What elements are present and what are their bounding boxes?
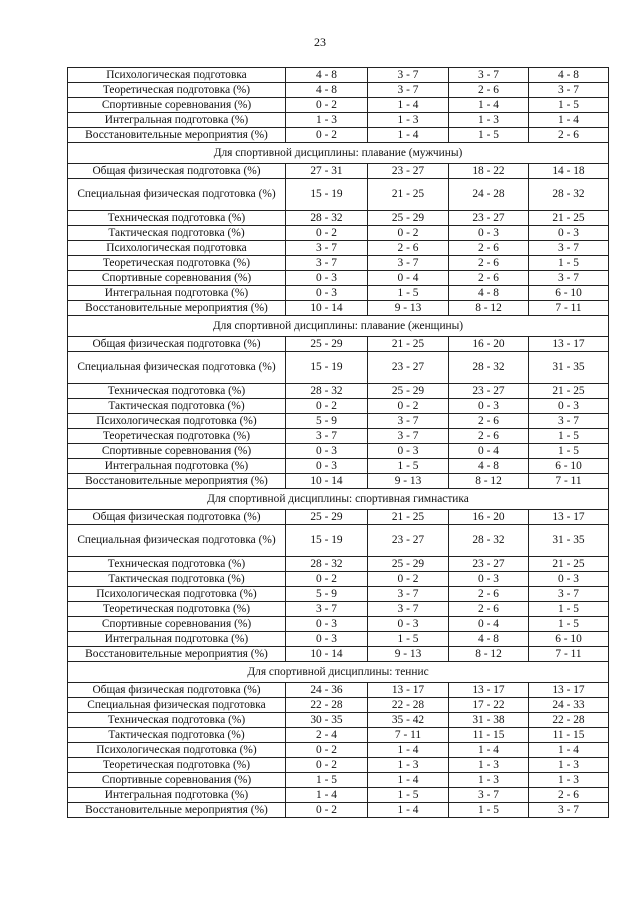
value-cell: 3 - 7 [286, 256, 368, 271]
value-cell: 0 - 3 [449, 572, 529, 587]
value-cell: 7 - 11 [529, 474, 609, 489]
row-label: Спортивные соревнования (%) [68, 98, 286, 113]
row-label: Тактическая подготовка (%) [68, 572, 286, 587]
value-cell: 2 - 6 [449, 256, 529, 271]
value-cell: 9 - 13 [368, 301, 449, 316]
value-cell: 0 - 3 [286, 286, 368, 301]
value-cell: 4 - 8 [449, 459, 529, 474]
value-cell: 17 - 22 [449, 698, 529, 713]
table-row [68, 164, 609, 179]
value-cell: 13 - 17 [529, 337, 609, 352]
row-label: Техническая подготовка (%) [68, 211, 286, 226]
value-cell: 0 - 3 [286, 617, 368, 632]
value-cell: 3 - 7 [368, 602, 449, 617]
value-cell: 5 - 9 [286, 587, 368, 602]
value-cell: 10 - 14 [286, 301, 368, 316]
table-row [68, 713, 609, 728]
value-cell: 1 - 5 [368, 459, 449, 474]
value-cell: 14 - 18 [529, 164, 609, 179]
table-row [68, 728, 609, 743]
row-label: Интегральная подготовка (%) [68, 632, 286, 647]
value-cell: 1 - 4 [529, 743, 609, 758]
value-cell: 2 - 6 [449, 241, 529, 256]
value-cell: 0 - 3 [286, 632, 368, 647]
table-row [68, 587, 609, 602]
section-title: Для спортивной дисциплины: спортивная гимнастика [68, 489, 609, 510]
value-cell: 3 - 7 [286, 429, 368, 444]
value-cell: 1 - 5 [529, 256, 609, 271]
value-cell: 23 - 27 [449, 211, 529, 226]
value-cell: 0 - 3 [449, 226, 529, 241]
row-label: Специальная физическая подготовка (%) [68, 179, 286, 211]
value-cell: 3 - 7 [529, 83, 609, 98]
value-cell: 22 - 28 [286, 698, 368, 713]
row-label: Восстановительные мероприятия (%) [68, 474, 286, 489]
value-cell: 3 - 7 [368, 587, 449, 602]
value-cell: 25 - 29 [286, 510, 368, 525]
value-cell: 28 - 32 [449, 352, 529, 384]
value-cell: 1 - 5 [529, 602, 609, 617]
row-label: Теоретическая подготовка (%) [68, 758, 286, 773]
row-label: Общая физическая подготовка (%) [68, 164, 286, 179]
value-cell: 2 - 6 [449, 83, 529, 98]
value-cell: 13 - 17 [529, 683, 609, 698]
value-cell: 15 - 19 [286, 525, 368, 557]
value-cell: 1 - 3 [449, 113, 529, 128]
value-cell: 0 - 2 [286, 803, 368, 818]
row-label: Общая физическая подготовка (%) [68, 683, 286, 698]
table-row [68, 271, 609, 286]
value-cell: 3 - 7 [529, 587, 609, 602]
table-body [68, 68, 609, 818]
table-row [68, 743, 609, 758]
value-cell: 1 - 3 [368, 113, 449, 128]
row-label: Общая физическая подготовка (%) [68, 510, 286, 525]
value-cell: 0 - 4 [449, 444, 529, 459]
value-cell: 1 - 4 [449, 743, 529, 758]
value-cell: 28 - 32 [286, 557, 368, 572]
row-label: Теоретическая подготовка (%) [68, 83, 286, 98]
value-cell: 28 - 32 [529, 179, 609, 211]
table-row [68, 384, 609, 399]
value-cell: 28 - 32 [286, 211, 368, 226]
table-row [68, 510, 609, 525]
table-row [68, 698, 609, 713]
value-cell: 21 - 25 [529, 384, 609, 399]
value-cell: 2 - 6 [449, 602, 529, 617]
section-header-row [68, 143, 609, 164]
value-cell: 24 - 36 [286, 683, 368, 698]
table-row [68, 241, 609, 256]
table-row [68, 773, 609, 788]
table-row [68, 286, 609, 301]
value-cell: 24 - 33 [529, 698, 609, 713]
value-cell: 1 - 4 [529, 113, 609, 128]
value-cell: 0 - 4 [368, 271, 449, 286]
value-cell: 3 - 7 [529, 271, 609, 286]
value-cell: 21 - 25 [368, 179, 449, 211]
value-cell: 3 - 7 [286, 241, 368, 256]
value-cell: 1 - 5 [368, 632, 449, 647]
value-cell: 1 - 5 [449, 803, 529, 818]
table-row [68, 179, 609, 211]
value-cell: 0 - 2 [286, 743, 368, 758]
value-cell: 8 - 12 [449, 301, 529, 316]
value-cell: 0 - 3 [449, 399, 529, 414]
value-cell: 3 - 7 [529, 414, 609, 429]
training-distribution-table [67, 67, 609, 818]
table-row [68, 803, 609, 818]
table-row [68, 602, 609, 617]
value-cell: 1 - 3 [368, 758, 449, 773]
row-label: Спортивные соревнования (%) [68, 444, 286, 459]
value-cell: 6 - 10 [529, 286, 609, 301]
value-cell: 10 - 14 [286, 647, 368, 662]
value-cell: 1 - 3 [529, 773, 609, 788]
table-row [68, 474, 609, 489]
row-label: Психологическая подготовка (%) [68, 414, 286, 429]
value-cell: 0 - 2 [368, 572, 449, 587]
value-cell: 2 - 6 [529, 128, 609, 143]
table-row [68, 414, 609, 429]
value-cell: 1 - 4 [286, 788, 368, 803]
table-row [68, 352, 609, 384]
value-cell: 3 - 7 [449, 788, 529, 803]
value-cell: 6 - 10 [529, 632, 609, 647]
value-cell: 0 - 2 [286, 758, 368, 773]
value-cell: 1 - 5 [368, 788, 449, 803]
table-row [68, 211, 609, 226]
value-cell: 31 - 35 [529, 352, 609, 384]
table-row [68, 113, 609, 128]
value-cell: 7 - 11 [368, 728, 449, 743]
row-label: Спортивные соревнования (%) [68, 617, 286, 632]
value-cell: 13 - 17 [529, 510, 609, 525]
value-cell: 9 - 13 [368, 474, 449, 489]
row-label: Восстановительные мероприятия (%) [68, 301, 286, 316]
table-row [68, 647, 609, 662]
row-label: Специальная физическая подготовка (%) [68, 352, 286, 384]
value-cell: 1 - 4 [368, 773, 449, 788]
value-cell: 2 - 6 [449, 587, 529, 602]
value-cell: 24 - 28 [449, 179, 529, 211]
value-cell: 15 - 19 [286, 352, 368, 384]
row-label: Спортивные соревнования (%) [68, 271, 286, 286]
value-cell: 0 - 3 [286, 459, 368, 474]
value-cell: 1 - 5 [529, 429, 609, 444]
value-cell: 6 - 10 [529, 459, 609, 474]
table-row [68, 128, 609, 143]
section-title: Для спортивной дисциплины: плавание (мужчины) [68, 143, 609, 164]
row-label: Восстановительные мероприятия (%) [68, 803, 286, 818]
value-cell: 11 - 15 [529, 728, 609, 743]
value-cell: 0 - 3 [286, 444, 368, 459]
value-cell: 1 - 5 [529, 617, 609, 632]
table-row [68, 788, 609, 803]
value-cell: 25 - 29 [368, 384, 449, 399]
table-row [68, 758, 609, 773]
row-label: Интегральная подготовка (%) [68, 788, 286, 803]
row-label: Психологическая подготовка (%) [68, 743, 286, 758]
row-label: Тактическая подготовка (%) [68, 728, 286, 743]
value-cell: 2 - 6 [449, 414, 529, 429]
value-cell: 4 - 8 [286, 83, 368, 98]
value-cell: 0 - 4 [449, 617, 529, 632]
value-cell: 30 - 35 [286, 713, 368, 728]
value-cell: 11 - 15 [449, 728, 529, 743]
value-cell: 31 - 35 [529, 525, 609, 557]
value-cell: 1 - 3 [286, 113, 368, 128]
value-cell: 0 - 3 [529, 572, 609, 587]
value-cell: 0 - 3 [368, 444, 449, 459]
value-cell: 1 - 4 [368, 743, 449, 758]
table-row [68, 301, 609, 316]
value-cell: 8 - 12 [449, 647, 529, 662]
value-cell: 1 - 5 [529, 444, 609, 459]
value-cell: 23 - 27 [368, 525, 449, 557]
value-cell: 15 - 19 [286, 179, 368, 211]
value-cell: 22 - 28 [368, 698, 449, 713]
value-cell: 1 - 4 [449, 98, 529, 113]
value-cell: 22 - 28 [529, 713, 609, 728]
value-cell: 8 - 12 [449, 474, 529, 489]
value-cell: 0 - 2 [286, 572, 368, 587]
value-cell: 35 - 42 [368, 713, 449, 728]
value-cell: 1 - 3 [449, 773, 529, 788]
value-cell: 23 - 27 [368, 164, 449, 179]
value-cell: 3 - 7 [449, 68, 529, 83]
value-cell: 3 - 7 [368, 68, 449, 83]
table-row [68, 399, 609, 414]
section-title: Для спортивной дисциплины: теннис [68, 662, 609, 683]
table-row [68, 632, 609, 647]
value-cell: 0 - 3 [286, 271, 368, 286]
row-label: Восстановительные мероприятия (%) [68, 128, 286, 143]
value-cell: 25 - 29 [286, 337, 368, 352]
value-cell: 2 - 6 [529, 788, 609, 803]
value-cell: 21 - 25 [529, 557, 609, 572]
table-row [68, 429, 609, 444]
value-cell: 0 - 2 [286, 128, 368, 143]
value-cell: 0 - 2 [368, 399, 449, 414]
value-cell: 1 - 5 [529, 98, 609, 113]
row-label: Восстановительные мероприятия (%) [68, 647, 286, 662]
table-row [68, 226, 609, 241]
value-cell: 0 - 2 [286, 226, 368, 241]
value-cell: 5 - 9 [286, 414, 368, 429]
value-cell: 0 - 3 [368, 617, 449, 632]
value-cell: 3 - 7 [368, 83, 449, 98]
value-cell: 25 - 29 [368, 557, 449, 572]
row-label: Теоретическая подготовка (%) [68, 602, 286, 617]
row-label: Спортивные соревнования (%) [68, 773, 286, 788]
value-cell: 0 - 2 [286, 399, 368, 414]
row-label: Интегральная подготовка (%) [68, 459, 286, 474]
value-cell: 4 - 8 [286, 68, 368, 83]
row-label: Техническая подготовка (%) [68, 713, 286, 728]
value-cell: 13 - 17 [368, 683, 449, 698]
value-cell: 18 - 22 [449, 164, 529, 179]
value-cell: 9 - 13 [368, 647, 449, 662]
value-cell: 1 - 4 [368, 128, 449, 143]
value-cell: 3 - 7 [368, 256, 449, 271]
value-cell: 4 - 8 [529, 68, 609, 83]
value-cell: 27 - 31 [286, 164, 368, 179]
row-label: Общая физическая подготовка (%) [68, 337, 286, 352]
table-row [68, 256, 609, 271]
value-cell: 3 - 7 [286, 602, 368, 617]
value-cell: 1 - 3 [449, 758, 529, 773]
value-cell: 0 - 3 [529, 399, 609, 414]
value-cell: 10 - 14 [286, 474, 368, 489]
page-number: 23 [314, 35, 326, 49]
value-cell: 0 - 3 [529, 226, 609, 241]
row-label: Техническая подготовка (%) [68, 557, 286, 572]
value-cell: 25 - 29 [368, 211, 449, 226]
value-cell: 0 - 2 [368, 226, 449, 241]
table-row [68, 337, 609, 352]
row-label: Тактическая подготовка (%) [68, 399, 286, 414]
section-header-row [68, 662, 609, 683]
value-cell: 21 - 25 [368, 510, 449, 525]
row-label: Психологическая подготовка [68, 68, 286, 83]
value-cell: 3 - 7 [529, 241, 609, 256]
value-cell: 3 - 7 [529, 803, 609, 818]
value-cell: 23 - 27 [368, 352, 449, 384]
table-row [68, 525, 609, 557]
value-cell: 28 - 32 [449, 525, 529, 557]
row-label: Интегральная подготовка (%) [68, 113, 286, 128]
table-row [68, 83, 609, 98]
value-cell: 2 - 6 [449, 271, 529, 286]
value-cell: 13 - 17 [449, 683, 529, 698]
value-cell: 7 - 11 [529, 301, 609, 316]
value-cell: 23 - 27 [449, 557, 529, 572]
value-cell: 23 - 27 [449, 384, 529, 399]
value-cell: 1 - 3 [529, 758, 609, 773]
row-label: Теоретическая подготовка (%) [68, 256, 286, 271]
value-cell: 1 - 4 [368, 803, 449, 818]
value-cell: 3 - 7 [368, 414, 449, 429]
row-label: Интегральная подготовка (%) [68, 286, 286, 301]
value-cell: 31 - 38 [449, 713, 529, 728]
value-cell: 2 - 6 [368, 241, 449, 256]
value-cell: 28 - 32 [286, 384, 368, 399]
value-cell: 16 - 20 [449, 510, 529, 525]
value-cell: 16 - 20 [449, 337, 529, 352]
section-header-row [68, 316, 609, 337]
value-cell: 4 - 8 [449, 286, 529, 301]
value-cell: 1 - 5 [449, 128, 529, 143]
table-row [68, 98, 609, 113]
table-row [68, 617, 609, 632]
section-title: Для спортивной дисциплины: плавание (женщины) [68, 316, 609, 337]
row-label: Психологическая подготовка (%) [68, 587, 286, 602]
table-row [68, 459, 609, 474]
table-row [68, 557, 609, 572]
row-label: Специальная физическая подготовка (%) [68, 525, 286, 557]
row-label: Психологическая подготовка [68, 241, 286, 256]
value-cell: 21 - 25 [368, 337, 449, 352]
row-label: Теоретическая подготовка (%) [68, 429, 286, 444]
table-row [68, 68, 609, 83]
table-row [68, 683, 609, 698]
value-cell: 2 - 4 [286, 728, 368, 743]
row-label: Тактическая подготовка (%) [68, 226, 286, 241]
value-cell: 3 - 7 [368, 429, 449, 444]
value-cell: 1 - 5 [368, 286, 449, 301]
value-cell: 4 - 8 [449, 632, 529, 647]
value-cell: 1 - 5 [286, 773, 368, 788]
row-label: Техническая подготовка (%) [68, 384, 286, 399]
section-header-row [68, 489, 609, 510]
value-cell: 2 - 6 [449, 429, 529, 444]
row-label: Специальная физическая подготовка [68, 698, 286, 713]
value-cell: 1 - 4 [368, 98, 449, 113]
value-cell: 0 - 2 [286, 98, 368, 113]
value-cell: 7 - 11 [529, 647, 609, 662]
table-row [68, 572, 609, 587]
table-row [68, 444, 609, 459]
value-cell: 21 - 25 [529, 211, 609, 226]
